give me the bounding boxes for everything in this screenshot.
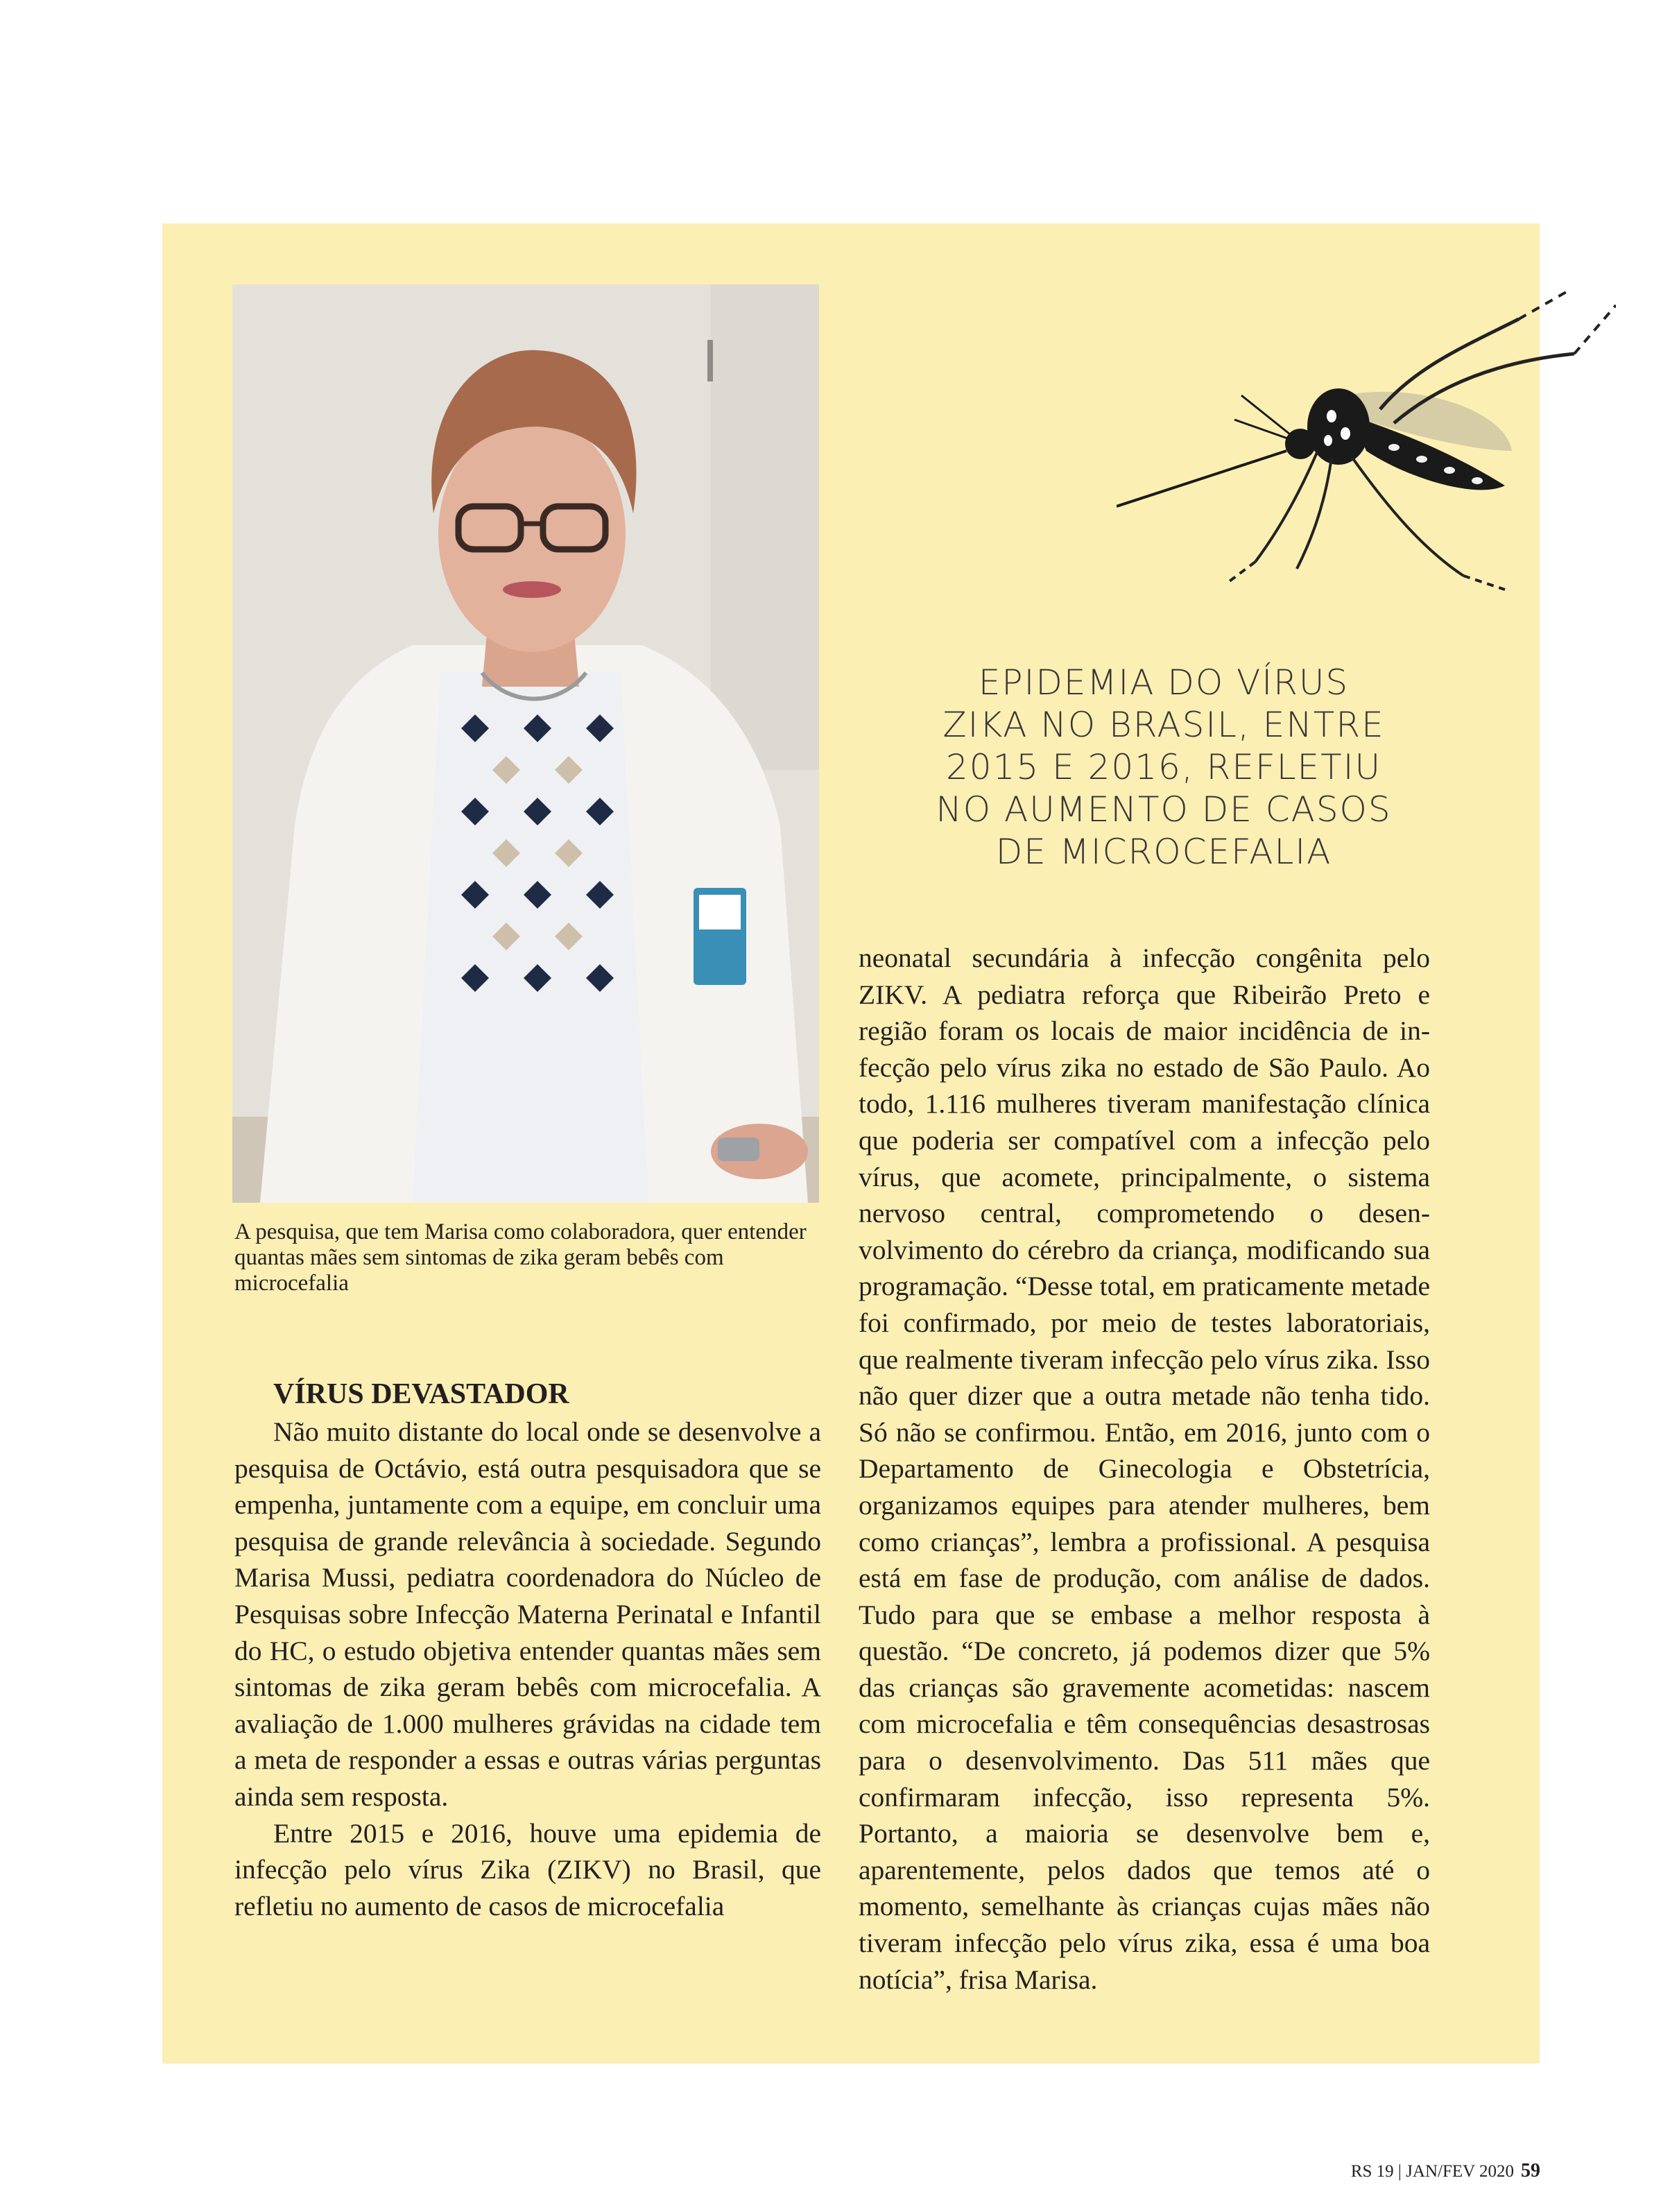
pull-quote-line: ZIKA NO BRASIL, ENTRE [942,705,1385,745]
pull-quote-line: 2015 E 2016, REFLETIU [945,747,1382,787]
pull-quote-line: NO AUMENTO DE CASOS [936,789,1392,830]
pull-quote-line: EPIDEMIA DO VÍRUS [978,662,1350,703]
page-number: 59 [1521,2160,1540,2181]
page-footer [1351,2160,1540,2182]
article-paragraph: Não muito distante do local onde se desenvolve a pesquisa de Octávio, está outra pesquisadora que se empenha, juntamente com a equipe, em concluir uma pesquisa de grande relevância à sociedade. Segundo Marisa Mussi, pediatra coordenadora do Núcleo de Pesquisas sobre Infecção Materna Perinatal e Infantil do HC, o estudo objetiva entender quantas mães sem sintomas de zika geram bebês com microcefalia. A avaliação de 1.000 mulheres grávidas na cidade tem a meta de responder a essas e outras várias perguntas ainda sem resposta. [234,1416,821,1812]
portrait-photo [232,284,819,1203]
publication-info: RS 19 | JAN/FEV 2020 [1350,2162,1514,2181]
article-right-column [859,940,1430,1998]
portrait-photo-illustration [232,284,819,1203]
photo-caption: A pesquisa, que tem Marisa como colaboradora, quer entender quantas mães sem sintomas de zika geram bebês com microcefalia [234,1219,807,1296]
pull-quote-line: DE MICROCEFALIA [995,832,1332,872]
mosquito-icon [1117,277,1616,597]
article-paragraph: neonatal secundária à infecção congênita pelo ZIKV. A pediatra reforça que Ribeirão Preto e região foram os locais de maior incidência de infecção pelo vírus zika no estado de São Paulo. Ao todo, 1.116 mulheres tiveram manifestação clínica que poderia ser compatível com a infecção pelo vírus, que acomete, principalmente, o sistema nervoso central, comprometendo o desenvolvimento do cérebro da criança, modificando sua programação. “Desse total, em praticamente metade foi confirmado, por meio de testes laboratoriais, que realmente tiveram infecção pelo vírus zika. Isso não quer dizer que a outra metade não tenha tido. Só não se confirmou. Então, em 2016, junto com o Departamento de Ginecologia e Obstetrícia, organizamos equipes para atender mulheres, bem como crianças”, lembra a profissional. A pesquisa está em fase de produção, com análise de dados. Tudo para que se embase a melhor resposta à questão. “De concreto, já podemos dizer que 5% das crianças são gravemente acometidas: nascem com microcefalia e têm consequências desastrosas para o desenvolvimento. Das 511 mães que confirmaram infecção, isso representa 5%. Portanto, a maioria se desenvolve bem e, aparentemente, pelos dados que temos até o momento, semelhante às crianças cujas mães não tiveram infecção pelo vírus zika, essa é uma boa notícia”, frisa Marisa. [859,943,1430,1995]
article-paragraph: Entre 2015 e 2016, houve uma epidemia de infecção pelo vírus Zika (ZIKV) no Brasil, que refletiu no aumento de casos de microcefalia [234,1817,821,1921]
pull-quote [886,662,1441,873]
section-subhead: VÍRUS DEVASTADOR [273,1378,569,1410]
article-left-column [234,1375,821,1924]
